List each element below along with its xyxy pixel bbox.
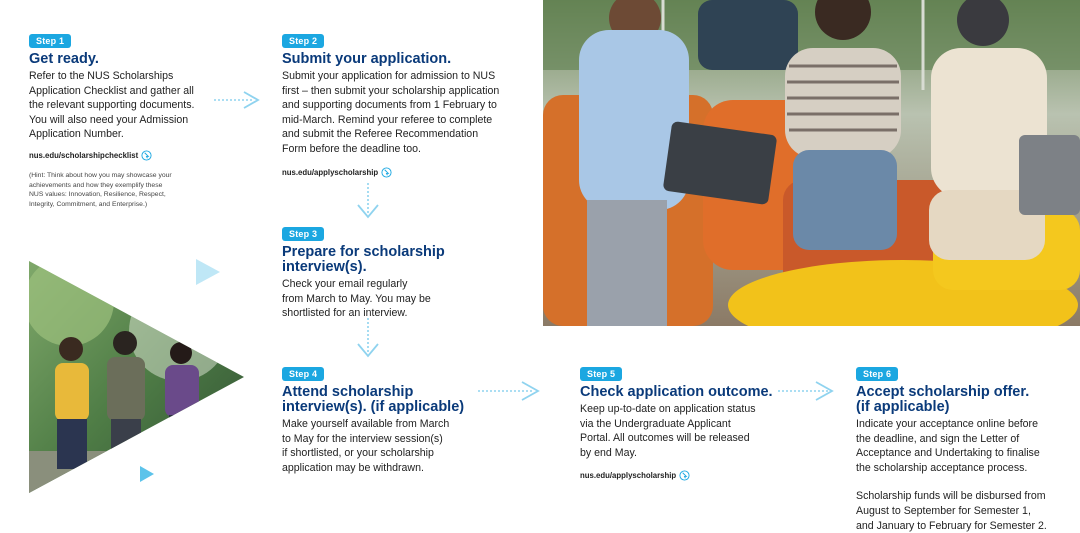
checklist-link[interactable]: nus.edu/scholarshipchecklist <box>29 150 229 161</box>
step-badge: Step 2 <box>282 34 324 48</box>
arrow-down-icon <box>356 318 380 360</box>
step-body: Keep up-to-date on application status via the Undergraduate Applicant Portal. All outcomes will be released by end May. <box>580 403 756 459</box>
apply-scholarship-link[interactable]: nus.edu/applyscholarship <box>282 167 522 178</box>
step-body-funds: Scholarship funds will be disbursed from August to September for Semester 1, and January to February for Semester 2. <box>856 490 1047 532</box>
step-body: Make yourself available from March to May for the interview session(s) if shortlisted, or your scholarship application may be withdrawn. <box>282 418 450 474</box>
step-5 <box>580 364 795 481</box>
arrow-down-icon <box>356 183 380 221</box>
step-title: Check application outcome. <box>580 384 773 400</box>
step-6 <box>856 364 1076 533</box>
link-cursor-icon <box>381 167 392 178</box>
students-lounge-photo <box>543 0 1080 326</box>
step-badge: Step 3 <box>282 227 324 241</box>
arrow-right-icon <box>214 90 264 110</box>
link-cursor-icon <box>141 150 152 161</box>
step-title: Prepare for scholarship interview(s). <box>282 244 445 275</box>
link-cursor-icon <box>679 470 690 481</box>
step-body: Indicate your acceptance online before the deadline, and sign the Letter of Acceptance and Undertaking to finalise the scholarship acceptance process. <box>856 418 1040 474</box>
hint-text: (Hint: Think about how you may showcase your achievements and how they exemplify these NUS values: Innovation, Resilience, Respect, Integrity, Commitment, and Enterprise.) <box>29 171 172 208</box>
step-body: Submit your application for admission to NUS first – then submit your scholarship application and supporting documents from 1 February to mid-March. Remind your referee to complete and submit the Referee Recommendation Form before the deadline too. <box>282 70 500 155</box>
arrow-right-icon <box>478 380 544 402</box>
step-3 <box>282 224 512 321</box>
step-badge: Step 5 <box>580 367 622 381</box>
step-badge: Step 6 <box>856 367 898 381</box>
step-title: Accept scholarship offer. (if applicable) <box>856 384 1030 415</box>
step-title: Get ready. <box>29 51 99 67</box>
step-4 <box>282 364 492 475</box>
step-2 <box>282 31 522 178</box>
step-body: Check your email regularly from March to May. You may be shortlisted for an interview. <box>282 278 431 320</box>
apply-scholarship-link[interactable]: nus.edu/applyscholarship <box>580 470 795 481</box>
step-1 <box>29 31 229 209</box>
step-body: Refer to the NUS Scholarships Application Checklist and gather all the relevant supporting documents. You will also need your Admission Application Number. <box>29 70 195 141</box>
step-badge: Step 1 <box>29 34 71 48</box>
step-title: Attend scholarship interview(s). (if applicable) <box>282 384 465 415</box>
arrow-right-icon <box>778 380 838 402</box>
step-badge: Step 4 <box>282 367 324 381</box>
step-title: Submit your application. <box>282 51 452 67</box>
students-outdoor-photo <box>29 261 244 493</box>
